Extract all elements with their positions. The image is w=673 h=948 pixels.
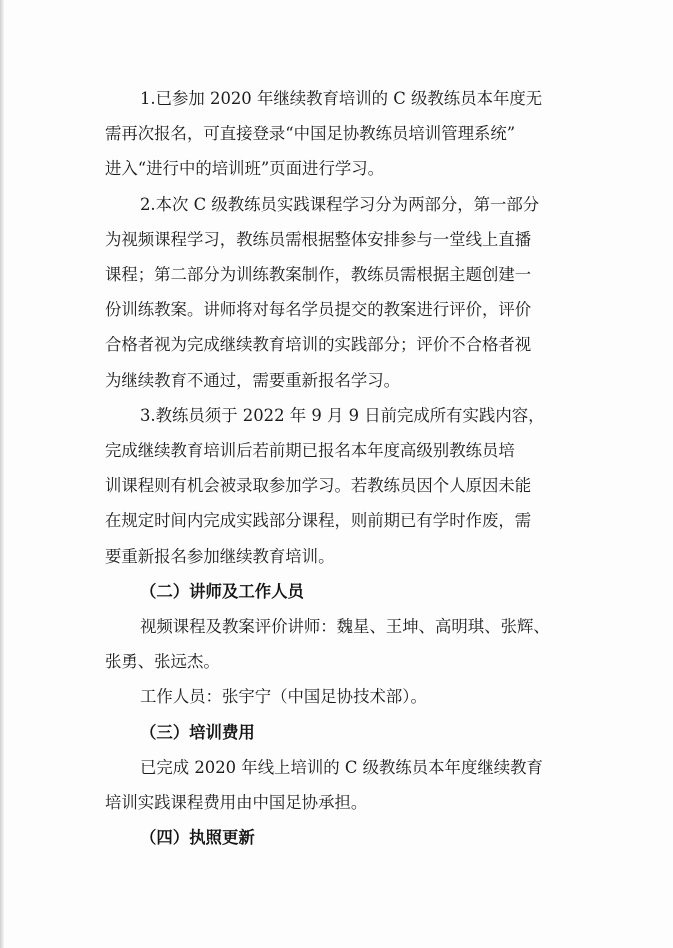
paragraph-1-line-3: 进入“进行中的培训班”页面进行学习。 — [105, 159, 385, 178]
paragraph-2-line-4: 份训练教案。讲师将对每名学员提交的教案进行评价，评价 — [105, 300, 532, 319]
paragraph-2-line-2: 为视频课程学习，教练员需根据整体安排参与一堂线上直播 — [105, 230, 532, 249]
section-2-line-3: 工作人员：张宇宁（中国足协技术部）。 — [140, 687, 427, 706]
paragraph-3-line-2: 完成继续教育培训后若前期已报名本年度高级别教练员培 — [105, 441, 515, 460]
paragraph-3-line-5: 要重新报名参加继续教育培训。 — [105, 547, 335, 566]
paragraph-1-line-2: 需再次报名，可直接登录“中国足协教练员培训管理系统” — [105, 124, 516, 143]
section-4-heading: （四）执照更新 — [140, 828, 255, 847]
section-2-line-1: 视频课程及教案评价讲师：魏星、王坤、高明琪、张辉、 — [140, 617, 550, 636]
section-2-line-2: 张勇、张远杰。 — [105, 652, 220, 671]
section-2-heading: （二）讲师及工作人员 — [140, 582, 304, 601]
paragraph-2-line-3: 课程；第二部分为训练教案制作，教练员需根据主题创建一 — [105, 265, 532, 284]
section-3-line-1: 已完成 2020 年线上培训的 C 级教练员本年度继续教育 — [140, 758, 543, 777]
section-3-heading: （三）培训费用 — [140, 723, 255, 742]
paragraph-2-line-5: 合格者视为完成继续教育培训的实践部分；评价不合格者视 — [105, 335, 532, 354]
paragraph-2-line-1: 2.本次 C 级教练员实践课程学习分为两部分，第一部分 — [140, 195, 540, 214]
paragraph-3-line-3: 训课程则有机会被录取参加学习。若教练员因个人原因未能 — [105, 476, 532, 495]
paragraph-1-line-1: 1.已参加 2020 年继续教育培训的 C 级教练员本年度无 — [140, 89, 543, 108]
section-3-line-2: 培训实践课程费用由中国足协承担。 — [105, 793, 368, 812]
paragraph-3-line-4: 在规定时间内完成实践部分课程，则前期已有学时作废，需 — [105, 511, 532, 530]
paragraph-2-line-6: 为继续教育不通过，需要重新报名学习。 — [105, 371, 401, 390]
paragraph-3-line-1: 3.教练员须于 2022 年 9 月 9 日前完成所有实践内容， — [140, 406, 545, 425]
